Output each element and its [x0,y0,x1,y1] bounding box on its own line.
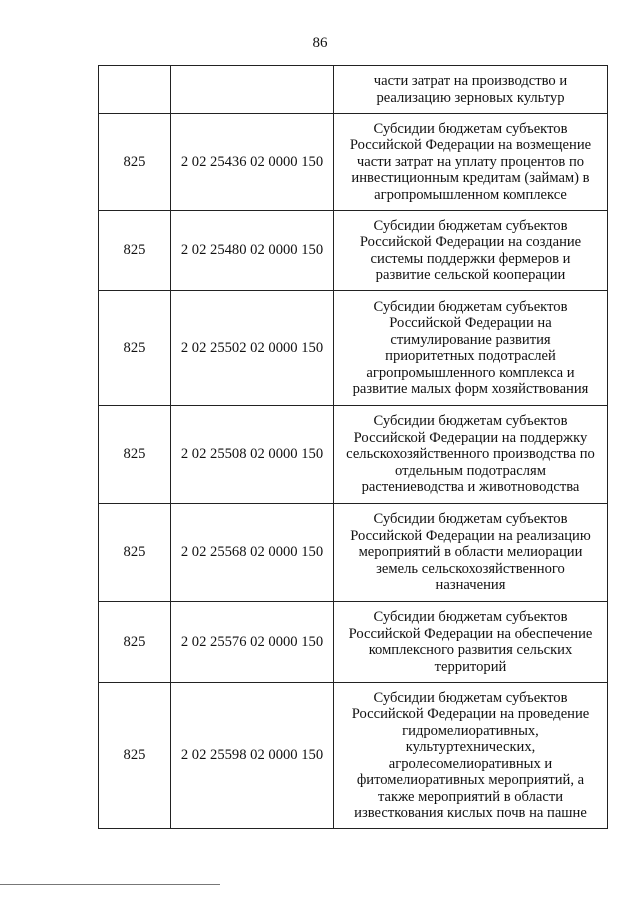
description-line: культуртехнических, [405,739,536,755]
table-row [99,683,608,829]
description-line: Российской Федерации на [389,315,552,331]
table-row [99,211,608,291]
description-line: приоритетных подотраслей [385,348,556,364]
admin-code-cell [99,66,171,114]
admin-code-cell: 825 [99,602,171,683]
description-line: Субсидии бюджетам субъектов [373,609,568,625]
description-line: части затрат на производство и [373,73,568,89]
revenue-code-cell: 2 02 25436 02 0000 150 [171,114,334,211]
description-line: стимулирование развития [390,331,551,348]
description-line: растениеводства и животноводства [361,479,580,496]
table-row [99,66,608,114]
revenue-description-cell [334,406,608,504]
revenue-code-cell: 2 02 25568 02 0000 150 [171,504,334,602]
description-line: Российской Федерации на обеспечение [348,625,593,642]
admin-code-cell: 825 [99,683,171,829]
description-line: также мероприятий в области [377,788,564,805]
table-row [99,504,608,602]
description-line: гидромелиоративных, [402,722,539,739]
revenue-description-cell [334,504,608,602]
description-line: Субсидии бюджетам субъектов [373,120,568,137]
description-line: Субсидии бюджетам субъектов [373,217,568,234]
table-row [99,291,608,406]
description-line: земель сельскохозяйственного [376,560,565,577]
revenue-code-cell: 2 02 25576 02 0000 150 [171,602,334,683]
admin-code-cell: 825 [99,291,171,406]
description-line: Российской Федерации на возмещение [349,137,592,154]
admin-code-cell: 825 [99,211,171,291]
description-line: известкования кислых почв на пашне [354,805,587,821]
description-line: Российской Федерации на реализацию [350,527,591,544]
description-line: инвестиционным кредитам (займам) в [351,170,590,187]
description-line: реализацию зерновых культур [376,89,565,106]
revenue-code-cell: 2 02 25508 02 0000 150 [171,406,334,504]
revenue-code-cell: 2 02 25598 02 0000 150 [171,683,334,829]
table-row [99,602,608,683]
description-line: сельскохозяйственного производства по [346,446,595,463]
description-line: агролесомелиоративных и [388,755,553,772]
description-line: Субсидии бюджетам субъектов [373,511,568,528]
footer-rule [0,884,220,885]
admin-code-cell: 825 [99,406,171,504]
description-line: Субсидии бюджетам субъектов [373,298,568,315]
table-row [99,114,608,211]
revenue-code-cell: 2 02 25502 02 0000 150 [171,291,334,406]
table-body [99,66,608,829]
admin-code-cell: 825 [99,114,171,211]
revenue-description-cell [334,66,608,114]
description-line: отдельным подотраслям [395,462,546,479]
admin-code-cell: 825 [99,504,171,602]
description-line: системы поддержки фермеров и [370,250,571,267]
revenue-description-cell [334,114,608,211]
revenue-code-cell: 2 02 25480 02 0000 150 [171,211,334,291]
revenue-description-cell [334,291,608,406]
description-line: развитие сельской кооперации [375,267,566,283]
revenue-code-cell [171,66,334,114]
revenue-description-cell [334,683,608,829]
description-line: части затрат на уплату процентов по [356,153,585,170]
revenue-description-cell [334,602,608,683]
description-line: Субсидии бюджетам субъектов [373,689,568,706]
description-line: территорий [434,658,507,675]
description-line: фитомелиоративных мероприятий, а [356,772,585,788]
description-line: комплексного развития сельских [368,642,573,658]
table-row [99,406,608,504]
revenue-description-cell [334,211,608,291]
description-line: Российской Федерации на поддержку [353,429,588,446]
description-line: агропромышленного комплекса и [366,364,575,381]
description-line: Субсидии бюджетам субъектов [373,413,568,430]
description-line: агропромышленном комплексе [374,186,567,203]
budget-revenue-table [98,65,608,829]
description-line: Российской Федерации на создание [359,234,582,250]
description-line: Российской Федерации на проведение [351,706,590,722]
page-number: 86 [312,35,328,51]
description-line: развитие малых форм хозяйствования [352,381,589,397]
description-line: мероприятий в области мелиорации [358,544,583,561]
description-line: назначения [435,577,506,594]
